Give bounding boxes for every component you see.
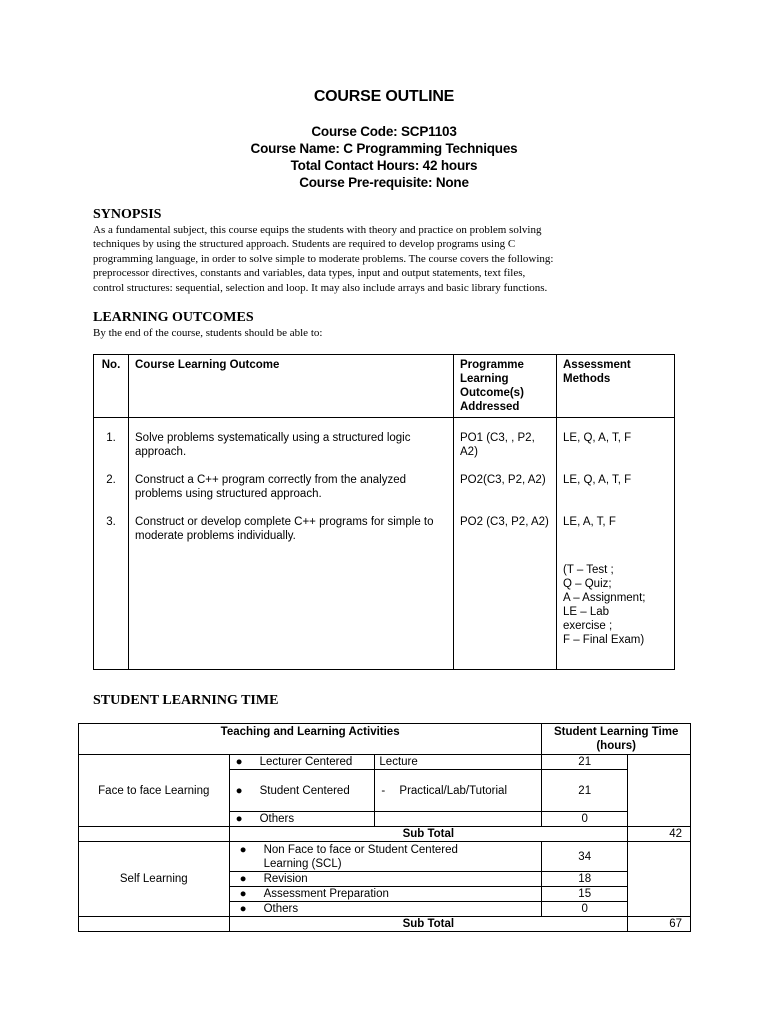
table-row	[79, 842, 691, 872]
empty-cell	[628, 842, 691, 917]
activity-hours: 21	[542, 755, 628, 770]
col-methods: Assessment Methods	[557, 355, 675, 418]
bullet: ●	[235, 784, 243, 797]
activity-name: Assessment Preparation	[263, 888, 389, 900]
plo-text: PO2(C3, P2, A2)	[460, 474, 546, 486]
assessment-abbreviations	[563, 563, 668, 647]
subtotal-value: 42	[628, 827, 691, 842]
bullet: ●	[235, 756, 243, 768]
dash: -	[381, 784, 386, 797]
synopsis-line: programming language, in order to solve simple to moderate problems. The course covers the following:	[93, 252, 554, 265]
outcome-text: Construct a C++ program correctly from the analyzed problems using structured approach.	[135, 474, 407, 500]
activity-name: Others	[263, 903, 299, 915]
abbreviation-line: (T – Test ;	[563, 564, 614, 576]
student-learning-time-heading: STUDENT LEARNING TIME	[93, 693, 279, 708]
activity-hours: 15	[542, 887, 628, 902]
bullet: ●	[235, 813, 243, 825]
contact-hours: Total Contact Hours: 42 hours	[290, 158, 478, 173]
student-learning-time-table	[78, 723, 691, 932]
activity-hours: 34	[542, 842, 628, 872]
abbreviation-line: Q – Quiz;	[563, 578, 612, 590]
activity-hours: 0	[542, 812, 628, 827]
activity-name: Lecturer Centered	[259, 756, 353, 768]
activity-cell	[229, 812, 375, 827]
plo-cell	[454, 418, 557, 670]
activity-cell	[229, 842, 542, 872]
methods-text: LE, Q, A, T, F	[563, 432, 632, 444]
bullet: ●	[239, 888, 247, 900]
outcome-text: Construct or develop complete C++ programs for simple to moderate problems individually.	[135, 516, 434, 542]
activity-cell	[229, 887, 542, 902]
activity-cell	[229, 770, 375, 812]
learning-outcomes-intro: By the end of the course, students should be able to:	[93, 327, 323, 339]
col-no: No.	[94, 355, 129, 418]
activity-name: Student Centered	[259, 784, 350, 797]
course-prerequisite: Course Pre-requisite: None	[299, 175, 469, 190]
plo-text: PO1 (C3, , P2, A2)	[460, 432, 535, 458]
synopsis-line: preprocessor directives, constants and variables, data types, input and output statements, text files,	[93, 267, 526, 280]
abbreviation-line: exercise ;	[563, 620, 613, 632]
row-number: 2.	[106, 474, 116, 486]
methods-cell	[557, 418, 675, 670]
activity-name: Revision	[263, 873, 308, 885]
table-row	[79, 755, 691, 770]
row-number: 3.	[106, 516, 116, 528]
course-code: Course Code: SCP1103	[311, 124, 457, 139]
activity-cell	[229, 902, 542, 917]
synopsis-line: control structures: sequential, selection and loop. It may also include arrays and basic library functions.	[93, 281, 548, 294]
activity-hours: 21	[542, 770, 628, 812]
subtotal-value: 67	[628, 917, 691, 932]
activity-detail	[375, 812, 542, 827]
activity-name: Non Face to face or Student Centered Learning (SCL)	[263, 843, 458, 870]
bullet: ●	[239, 903, 247, 915]
synopsis-heading: SYNOPSIS	[93, 207, 162, 222]
synopsis-line: As a fundamental subject, this course equips the students with theory and practice on problem solving	[93, 224, 542, 236]
page-title: COURSE OUTLINE	[313, 88, 455, 105]
col-activities: Teaching and Learning Activities	[79, 724, 542, 755]
subtotal-label: Sub Total	[229, 827, 628, 842]
table-body-row	[94, 418, 675, 670]
course-name: Course Name: C Programming Techniques	[250, 141, 518, 156]
synopsis-text	[93, 223, 673, 295]
abbreviation-line: A – Assignment;	[563, 592, 646, 604]
activity-hours: 18	[542, 872, 628, 887]
self-learning-label: Self Learning	[79, 842, 230, 917]
empty-cell	[628, 755, 691, 827]
row-number: 1.	[106, 432, 116, 444]
empty-cell	[79, 827, 230, 842]
subtotal-label: Sub Total	[229, 917, 628, 932]
table-header-row	[79, 724, 691, 755]
table-header-row	[94, 355, 675, 418]
col-outcome: Course Learning Outcome	[129, 355, 454, 418]
abbreviation-line: F – Final Exam)	[563, 634, 645, 646]
outcome-text: Solve problems systematically using a structured logic approach.	[135, 432, 411, 458]
face-to-face-label: Face to face Learning	[79, 755, 230, 827]
bullet: ●	[239, 873, 247, 885]
activity-detail: Lecture	[375, 755, 542, 770]
abbreviation-line: LE – Lab	[563, 606, 610, 618]
subtotal-row	[79, 917, 691, 932]
activity-detail-cell	[375, 770, 542, 812]
activity-cell	[229, 755, 375, 770]
plo-text: PO2 (C3, P2, A2)	[460, 516, 549, 528]
learning-outcomes-table	[93, 354, 675, 670]
bullet: ●	[239, 843, 247, 856]
learning-outcomes-heading: LEARNING OUTCOMES	[93, 310, 254, 325]
methods-text: LE, A, T, F	[563, 516, 616, 528]
activity-cell	[229, 872, 542, 887]
activity-name: Others	[259, 813, 295, 825]
activity-hours: 0	[542, 902, 628, 917]
outcome-cell	[129, 418, 454, 670]
synopsis-line: techniques by using the structured approach. Students are required to develop programs using C	[93, 238, 516, 251]
col-plo: Programme Learning Outcome(s) Addressed	[454, 355, 557, 418]
methods-text: LE, Q, A, T, F	[563, 474, 632, 486]
empty-cell	[79, 917, 230, 932]
activity-detail: Practical/Lab/Tutorial	[399, 784, 507, 797]
no-cell	[94, 418, 129, 670]
col-time: Student Learning Time (hours)	[542, 724, 691, 755]
subtotal-row	[79, 827, 691, 842]
